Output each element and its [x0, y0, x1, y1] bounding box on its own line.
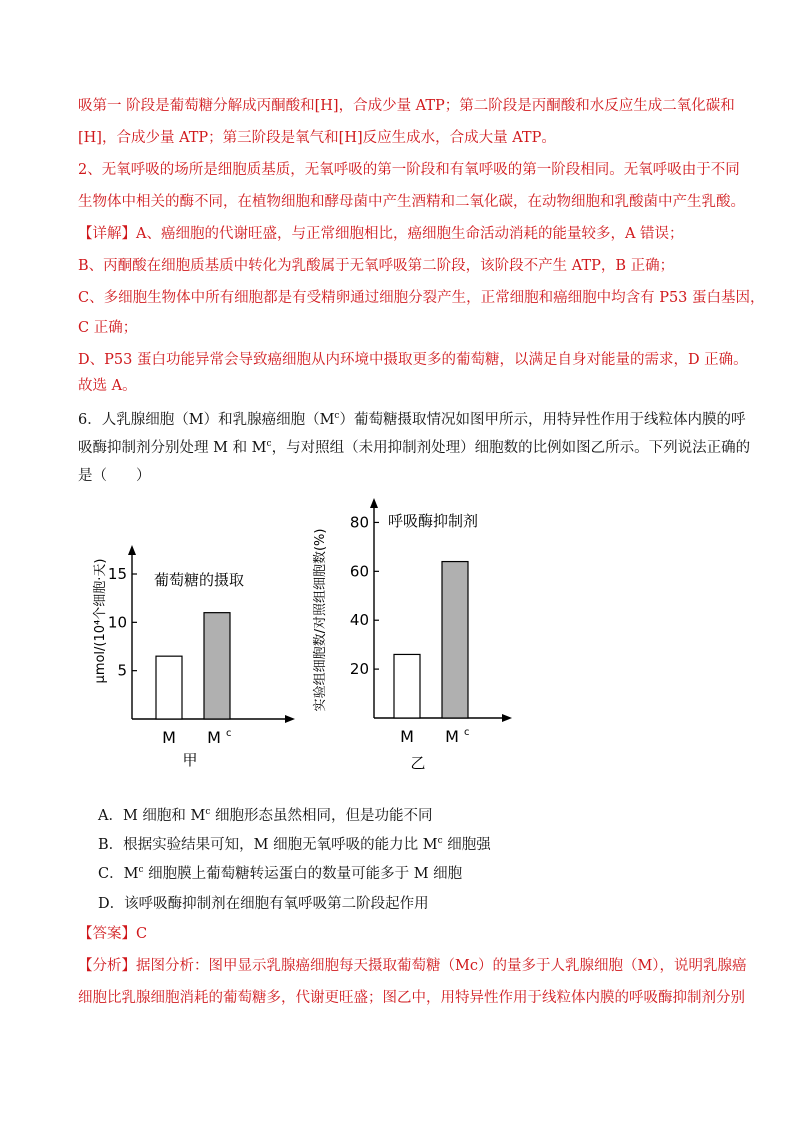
chart-title: 呼吸酶抑制剂: [388, 512, 479, 530]
answer-value: C: [136, 926, 148, 942]
x-axis-arrow: [502, 714, 512, 722]
detail-option-a: [78, 224, 684, 244]
option-text: 细胞强: [442, 837, 491, 853]
question-stem-line2: [78, 438, 750, 458]
detail-tag: 【详解】: [78, 226, 136, 242]
y-tick-label: 20: [349, 660, 369, 679]
y-tick-label: 5: [117, 661, 127, 680]
detail-a-text: A、癌细胞的代谢旺盛，与正常细胞相比，癌细胞生命活动消耗的能量较多，A 错误；: [136, 226, 684, 242]
y-tick-label: 80: [349, 513, 369, 532]
category-label: M: [207, 728, 221, 747]
y-axis-arrow: [370, 498, 378, 508]
answer-line: [78, 924, 147, 944]
analysis-text-line: [H]，合成少量 ATP；第三阶段是氧气和[H]反应生成水，合成大量 ATP。: [78, 130, 556, 146]
y-tick-label: 40: [349, 611, 369, 630]
analysis-line1: [78, 956, 747, 976]
analysis-text-line: 生物体中相关的酶不同，在植物细胞和酵母菌中产生酒精和二氧化碳，在动物细胞和乳酸菌中产生乳酸。: [78, 194, 745, 210]
x-axis-arrow: [285, 715, 295, 723]
option-text: B．根据实验结果可知，M 细胞无氧呼吸的能力比 M: [98, 837, 438, 853]
chart-glucose-uptake-svg: [90, 525, 330, 775]
question-stem-line3: 是（ ）: [78, 468, 151, 484]
superscript: c: [205, 807, 211, 818]
y-tick-label: 60: [349, 562, 369, 581]
option-a: [98, 806, 433, 826]
y-axis-arrow: [128, 545, 136, 555]
superscript: c: [334, 411, 340, 422]
analysis-text-line: 2、无氧呼吸的场所是细胞质基质，无氧呼吸的第一阶段和有氧呼吸的第一阶段相同。无氧呼吸由于不同: [78, 162, 740, 178]
y-axis-label: 实验组细胞数/对照组细胞数(%): [313, 528, 328, 712]
detail-option-c: C、多细胞生物体中所有细胞都是有受精卵通过细胞分裂产生，正常细胞和癌细胞中均含有 P53 蛋白基因，: [78, 290, 765, 306]
question-text: ，与对照组（未用抑制剂处理）细胞数的比例如图乙所示。下列说法正确的: [271, 440, 751, 456]
question-text: 吸酶抑制剂分别处理 M 和 M: [78, 440, 267, 456]
chart-title: 葡萄糖的摄取: [154, 571, 245, 589]
analysis-tag: 【分析】: [78, 958, 136, 974]
chart-caption: 乙: [410, 754, 426, 772]
superscript: c: [138, 865, 144, 876]
analysis-text: 据图分析：图甲显示乳腺癌细胞每天摄取葡萄糖（Mc）的量多于人乳腺细胞（M），说明乳腺癌: [136, 958, 747, 974]
detail-option-d: D、P53 蛋白功能异常会导致癌细胞从内环境中摄取更多的葡萄糖，以满足自身对能量的需求，D 正确。: [78, 352, 748, 368]
option-b: [98, 835, 491, 855]
chart-caption: 甲: [182, 751, 198, 769]
question-text: 6．人乳腺细胞（M）和乳腺癌细胞（M: [78, 412, 335, 428]
category-label: M: [162, 728, 176, 747]
y-tick-label: 15: [107, 565, 127, 583]
option-text: C．M: [98, 866, 139, 882]
bar: [156, 656, 182, 719]
analysis-text-line: 吸第一 阶段是葡萄糖分解成丙酮酸和[H]，合成少量 ATP；第二阶段是丙酮酸和水反应生成二氧化碳和: [78, 98, 735, 114]
option-text: A．M 细胞和 M: [98, 808, 206, 824]
question-text: ）葡萄糖摄取情况如图甲所示，用特异性作用于线粒体内膜的呼: [339, 412, 746, 428]
chart-inhibitor: [312, 496, 542, 774]
superscript: c: [266, 439, 272, 450]
detail-choice: 故选 A。: [78, 378, 137, 394]
option-text: 细胞膜上葡萄糖转运蛋白的数量可能多于 M 细胞: [143, 866, 463, 882]
category-label: M: [400, 727, 414, 746]
superscript: c: [437, 836, 443, 847]
analysis-line2: 细胞比乳腺细胞消耗的葡萄糖多，代谢更旺盛；图乙中，用特异性作用于线粒体内膜的呼吸酶抑制剂分别: [78, 990, 745, 1006]
option-d: D．该呼吸酶抑制剂在细胞有氧呼吸第二阶段起作用: [98, 896, 429, 912]
bar: [394, 654, 420, 718]
option-c: [98, 864, 462, 884]
chart-glucose-uptake: [90, 525, 330, 775]
y-axis-label: μmol/(10⁴个细胞·天): [93, 558, 108, 684]
detail-option-b: B、丙酮酸在细胞质基质中转化为乳酸属于无氧呼吸第二阶段，该阶段不产生 ATP，B 正确；: [78, 258, 675, 274]
y-tick-label: 10: [107, 613, 127, 632]
category-superscript: c: [464, 727, 470, 738]
category-label: M: [445, 727, 459, 746]
option-text: 细胞形态虽然相同，但是功能不同: [210, 808, 433, 824]
chart-inhibitor-svg: [312, 496, 542, 774]
category-superscript: c: [226, 728, 232, 739]
detail-option-c-cont: C 正确；: [78, 320, 138, 336]
bar: [442, 562, 468, 718]
bar: [204, 613, 230, 719]
answer-tag: 【答案】: [78, 926, 136, 942]
question-stem-line1: [78, 410, 745, 430]
